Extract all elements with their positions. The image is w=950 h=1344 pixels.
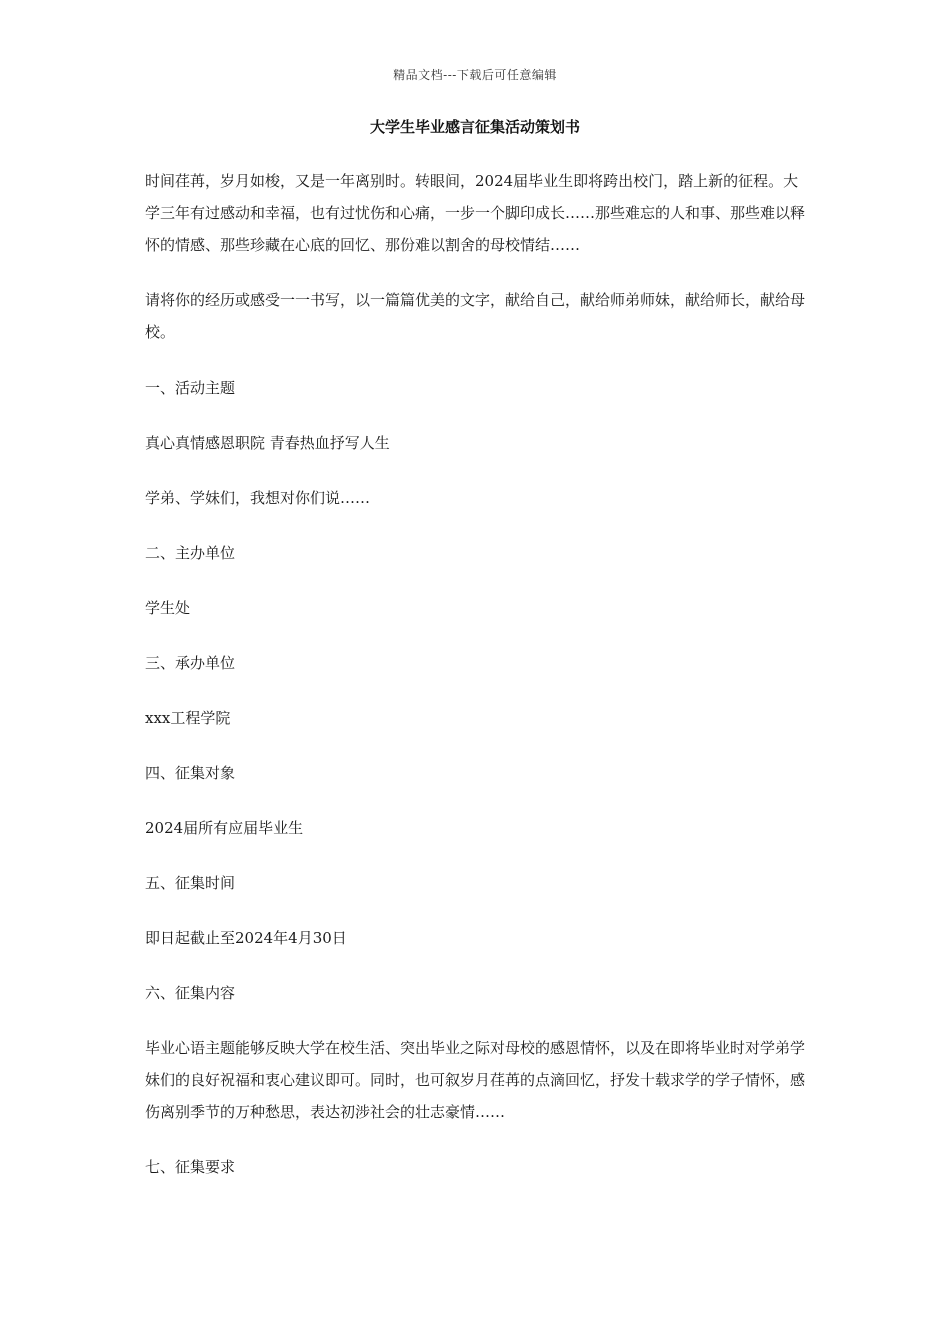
target-value: 2024届所有应届毕业生 [145, 819, 304, 837]
document-title: 大学生毕业感言征集活动策划书 [369, 118, 580, 136]
section-heading-time: 五、征集时间 [145, 874, 236, 892]
section-heading-theme: 一、活动主题 [145, 379, 236, 397]
section-heading-target: 四、征集对象 [145, 764, 236, 782]
organizer-value: 学生处 [145, 599, 191, 617]
theme-subtitle: 学弟、学妹们，我想对你们说…… [145, 489, 371, 507]
time-value: 即日起截止至2024年4月30日 [145, 929, 347, 947]
section-heading-co-organizer: 三、承办单位 [145, 654, 236, 672]
header-note: 精品文档---下载后可任意编辑 [393, 68, 557, 82]
invitation-paragraph: 请将你的经历或感受一一书写，以一篇篇优美的文字，献给自己，献给师弟师妹，献给师长，献给母校。 [145, 291, 806, 341]
theme-slogan: 真心真情感恩职院 青春热血抒写人生 [145, 434, 390, 452]
content-paragraph: 毕业心语主题能够反映大学在校生活、突出毕业之际对母校的感恩情怀，以及在即将毕业时对学弟学妹们的良好祝福和衷心建议即可。同时，也可叙岁月荏苒的点滴回忆，抒发十载求学的学子情怀，感伤离别季节的万种愁思，表达初涉社会的壮志豪情…… [145, 1039, 806, 1121]
section-heading-organizer: 二、主办单位 [145, 544, 236, 562]
section-heading-content: 六、征集内容 [145, 984, 236, 1002]
co-organizer-value: xxx工程学院 [145, 709, 231, 727]
section-heading-requirements: 七、征集要求 [145, 1158, 236, 1176]
intro-paragraph: 时间荏苒，岁月如梭，又是一年离别时。转眼间，2024届毕业生即将跨出校门，踏上新的征程。大学三年有过感动和幸福，也有过忧伤和心痛，一步一个脚印成长……那些难忘的人和事、那些难以释怀的情感、那些珍藏在心底的回忆、那份难以割舍的母校情结…… [145, 172, 806, 254]
